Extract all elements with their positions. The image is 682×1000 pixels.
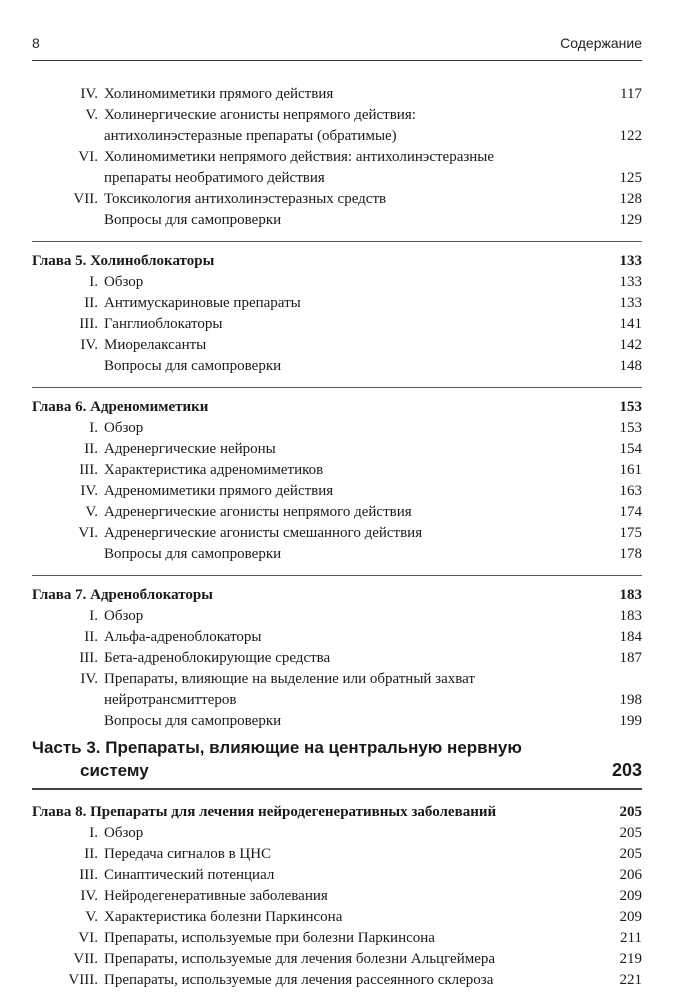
entry-numeral: II.: [84, 846, 98, 862]
entry-title: [104, 439, 594, 460]
entry-numeral: I.: [89, 608, 98, 624]
entry-numeral: I.: [89, 825, 98, 841]
entry-line: Препараты, используемые для лечения болезни Альцгеймера: [104, 951, 496, 967]
chapter-heading[interactable]: [32, 397, 642, 418]
entry-title: [104, 460, 594, 481]
entry-page-number: 205: [619, 825, 642, 841]
entry-numeral: II.: [84, 441, 98, 457]
entry-line: Холиномиметики прямого действия: [104, 86, 334, 102]
entry-page-number: 141: [619, 316, 642, 332]
entry-numeral: V.: [85, 504, 98, 520]
entry-numeral: VI.: [78, 149, 98, 165]
chapter-title: Глава 5. Холиноблокаторы: [32, 253, 215, 269]
section-divider: [32, 387, 642, 388]
entry-page-number: 133: [619, 295, 642, 311]
entry-page-number: 198: [619, 692, 642, 708]
entry-numeral: IV.: [80, 888, 98, 904]
toc-entry[interactable]: [32, 418, 642, 439]
toc-entry[interactable]: [32, 648, 642, 669]
toc-entry[interactable]: [32, 314, 642, 335]
entry-numeral: IV.: [80, 671, 98, 687]
entry-line: Бета-адреноблокирующие средства: [104, 650, 331, 666]
entry-numeral: I.: [89, 420, 98, 436]
entry-title: [104, 627, 594, 648]
entry-numeral: I.: [89, 274, 98, 290]
part-heading[interactable]: [32, 736, 642, 788]
toc-entry[interactable]: [32, 865, 642, 886]
entry-page-number: 142: [619, 337, 642, 353]
entry-line: Адренергические агонисты смешанного действия: [104, 525, 423, 541]
entry-page-number: 211: [620, 930, 642, 946]
entry-title: [104, 886, 594, 907]
entry-line: препараты необратимого действия: [104, 170, 325, 186]
entry-title: [104, 907, 594, 928]
chapter-page-number: 183: [619, 587, 642, 603]
entry-numeral: VII.: [73, 951, 98, 967]
entry-page-number: 117: [620, 86, 642, 102]
entry-page-number: 178: [619, 546, 642, 562]
entry-line: Вопросы для самопроверки: [104, 546, 282, 562]
entry-line: Вопросы для самопроверки: [104, 358, 282, 374]
entry-line: Обзор: [104, 825, 144, 841]
entry-title: [104, 105, 594, 147]
entry-numeral: VI.: [78, 930, 98, 946]
entry-title: [104, 844, 594, 865]
chapter-heading[interactable]: [32, 802, 642, 823]
entry-line: Миорелаксанты: [104, 337, 207, 353]
entry-page-number: 174: [619, 504, 642, 520]
entry-page-number: 148: [619, 358, 642, 374]
toc-entry[interactable]: [32, 886, 642, 907]
entry-page-number: 184: [619, 629, 642, 645]
entry-page-number: 183: [619, 608, 642, 624]
entry-page-number: 205: [619, 846, 642, 862]
entry-line: Альфа-адреноблокаторы: [104, 629, 262, 645]
toc-entry[interactable]: [32, 823, 642, 844]
entry-title: [104, 648, 594, 669]
toc-entry[interactable]: [32, 147, 642, 189]
entry-numeral: II.: [84, 629, 98, 645]
entry-line: Препараты, используемые при болезни Паркинсона: [104, 930, 435, 946]
entry-line: Вопросы для самопроверки: [104, 713, 282, 729]
entry-line: Адренергические нейроны: [104, 441, 276, 457]
entry-numeral: VIII.: [68, 972, 98, 988]
entry-title: [104, 84, 594, 105]
entry-numeral: IV.: [80, 86, 98, 102]
toc-entry[interactable]: [32, 928, 642, 949]
entry-page-number: 122: [619, 128, 642, 144]
section-divider: [32, 241, 642, 242]
entry-page-number: 209: [619, 888, 642, 904]
entry-numeral: III.: [79, 867, 98, 883]
page-number: 8: [32, 35, 40, 51]
entry-line: Антимускариновые препараты: [104, 295, 301, 311]
entry-line: Вопросы для самопроверки: [104, 212, 282, 228]
entry-title: [104, 314, 594, 335]
entry-numeral: VII.: [73, 191, 98, 207]
section-divider: [32, 575, 642, 576]
entry-line: Обзор: [104, 420, 144, 436]
chapter-title: Глава 7. Адреноблокаторы: [32, 587, 213, 603]
toc-entry[interactable]: [32, 844, 642, 865]
running-title: Содержание: [560, 35, 642, 51]
entry-title: [104, 356, 594, 377]
entry-line: Холинергические агонисты непрямого действия:: [104, 107, 416, 123]
entry-line: Холиномиметики непрямого действия: антихолинэстеразные: [104, 149, 495, 165]
entry-numeral: II.: [84, 295, 98, 311]
entry-page-number: 133: [619, 274, 642, 290]
entry-page-number: 175: [619, 525, 642, 541]
entry-title: [104, 949, 594, 970]
part-page-number: 203: [611, 760, 642, 780]
entry-title: [104, 523, 594, 544]
entry-page-number: 199: [619, 713, 642, 729]
entry-line: Препараты, используемые для лечения рассеянного склероза: [104, 972, 494, 988]
entry-title: [104, 189, 594, 210]
toc-entry[interactable]: [32, 189, 642, 210]
entry-page-number: 154: [619, 441, 642, 457]
entry-title: [104, 606, 594, 627]
part-divider: [32, 788, 642, 790]
page-header: [32, 30, 642, 56]
entry-line: Ганглиоблокаторы: [104, 316, 223, 332]
entry-page-number: 125: [619, 170, 642, 186]
entry-page-number: 161: [619, 462, 642, 478]
entry-page-number: 209: [619, 909, 642, 925]
chapter-page-number: 153: [619, 399, 642, 415]
entry-numeral: III.: [79, 650, 98, 666]
toc-entry[interactable]: [32, 502, 642, 523]
entry-numeral: IV.: [80, 483, 98, 499]
toc-entry[interactable]: [32, 105, 642, 147]
entry-line: Характеристика адреномиметиков: [104, 462, 324, 478]
entry-title: [104, 865, 594, 886]
entry-page-number: 153: [619, 420, 642, 436]
entry-line: антихолинэстеразные препараты (обратимые): [104, 128, 397, 144]
chapter-page-number: 205: [619, 804, 642, 820]
entry-line: Обзор: [104, 608, 144, 624]
entry-title: [104, 711, 594, 732]
toc-entry[interactable]: [32, 627, 642, 648]
entry-page-number: 128: [619, 191, 642, 207]
toc-entry[interactable]: [32, 335, 642, 356]
entry-numeral: V.: [85, 909, 98, 925]
entry-numeral: III.: [79, 462, 98, 478]
entry-numeral: III.: [79, 316, 98, 332]
chapter-page-number: 133: [619, 253, 642, 269]
header-divider: [32, 60, 642, 61]
toc-entry[interactable]: [32, 544, 642, 565]
toc-entry[interactable]: [32, 460, 642, 481]
entry-page-number: 129: [619, 212, 642, 228]
entry-title: [104, 210, 594, 231]
entry-numeral: V.: [85, 107, 98, 123]
entry-title: [104, 293, 594, 314]
entry-line: Нейродегенеративные заболевания: [104, 888, 328, 904]
toc-entry[interactable]: [32, 356, 642, 377]
entry-page-number: 206: [619, 867, 642, 883]
entry-numeral: VI.: [78, 525, 98, 541]
entry-line: нейротрансмиттеров: [104, 692, 237, 708]
toc-entry[interactable]: [32, 907, 642, 928]
toc-entry[interactable]: [32, 970, 642, 991]
entry-title: [104, 928, 594, 949]
chapter-title: Глава 6. Адреномиметики: [32, 399, 209, 415]
toc-entry[interactable]: [32, 210, 642, 231]
toc-entry[interactable]: [32, 669, 642, 711]
entry-line: Синаптический потенциал: [104, 867, 275, 883]
entry-title: [104, 147, 594, 189]
chapter-heading[interactable]: [32, 585, 642, 606]
toc-entry[interactable]: [32, 523, 642, 544]
entry-numeral: IV.: [80, 337, 98, 353]
entry-line: Токсикология антихолинэстеразных средств: [104, 191, 387, 207]
chapter-title: Глава 8. Препараты для лечения нейродегенеративных заболеваний: [32, 804, 497, 820]
entry-title: [104, 970, 594, 991]
entry-page-number: 221: [619, 972, 642, 988]
entry-line: Адреномиметики прямого действия: [104, 483, 334, 499]
entry-title: [104, 335, 594, 356]
entry-title: [104, 418, 594, 439]
entry-line: систему: [80, 761, 149, 780]
entry-title: [104, 481, 594, 502]
table-of-contents: [32, 84, 642, 991]
toc-entry[interactable]: [32, 439, 642, 460]
toc-entry[interactable]: [32, 293, 642, 314]
entry-line: Обзор: [104, 274, 144, 290]
entry-title: [104, 669, 594, 711]
entry-title: [104, 544, 594, 565]
entry-line: Адренергические агонисты непрямого действия: [104, 504, 412, 520]
toc-entry[interactable]: [32, 481, 642, 502]
entry-title: [104, 823, 594, 844]
entry-line: Характеристика болезни Паркинсона: [104, 909, 343, 925]
entry-page-number: 163: [619, 483, 642, 499]
toc-entry[interactable]: [32, 272, 642, 293]
entry-line: Препараты, влияющие на выделение или обратный захват: [104, 671, 475, 687]
entry-line: Передача сигналов в ЦНС: [104, 846, 272, 862]
entry-page-number: 219: [619, 951, 642, 967]
part-title: [32, 736, 552, 782]
chapter-heading[interactable]: [32, 251, 642, 272]
toc-entry[interactable]: [32, 606, 642, 627]
toc-entry[interactable]: [32, 949, 642, 970]
entry-title: [104, 502, 594, 523]
entry-title: [104, 272, 594, 293]
entry-line: Часть 3. Препараты, влияющие на центральную нервную: [32, 738, 522, 757]
entry-page-number: 187: [619, 650, 642, 666]
toc-entry[interactable]: [32, 711, 642, 732]
toc-entry[interactable]: [32, 84, 642, 105]
